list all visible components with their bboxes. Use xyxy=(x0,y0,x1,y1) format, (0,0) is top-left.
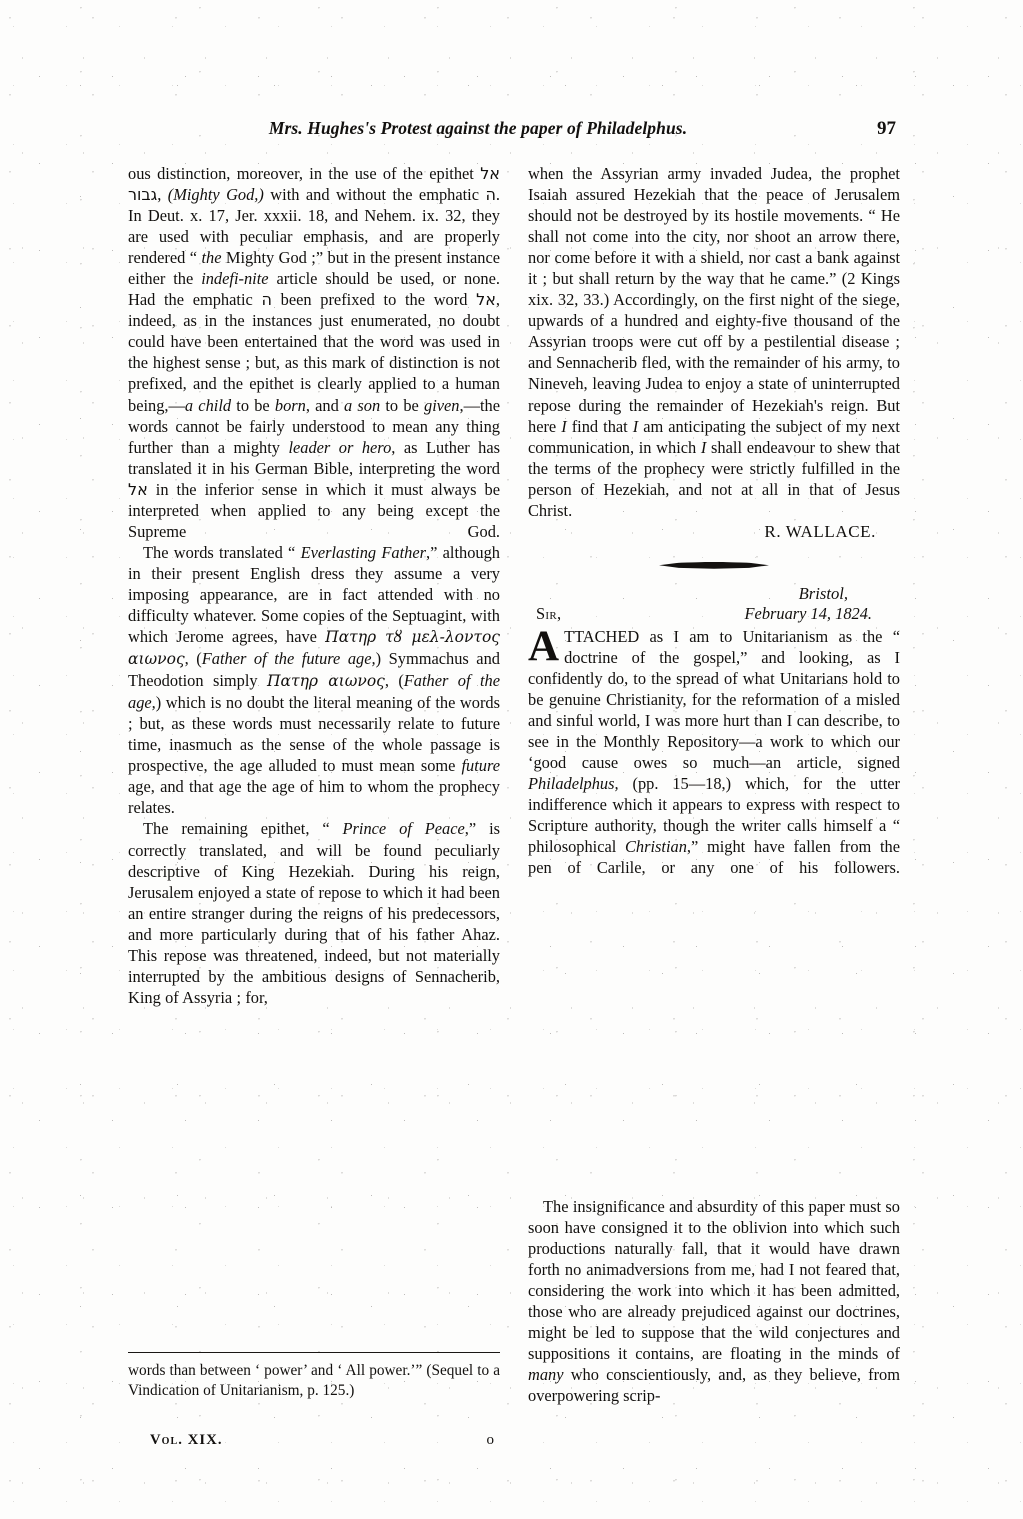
running-head xyxy=(128,118,896,144)
text-run: to be xyxy=(231,395,275,415)
text-run: , indeed, as in the instances just enumerated, no doubt could have been entertained that the word was used in the highest sense ; but, as this mark of distinction is not prefixed, and the epithet is clearly applied to a human being,— xyxy=(128,290,500,415)
hebrew-el-second: אל xyxy=(128,479,148,499)
italic-a-child: a child xyxy=(184,395,232,415)
italic-christian: Christian xyxy=(624,837,687,857)
text-run: Mighty God ;” but in the present instance either the xyxy=(128,248,500,289)
drop-cap-letter: A xyxy=(528,622,560,670)
right-text-column xyxy=(528,163,900,878)
italic-a-son: a son xyxy=(344,395,381,415)
text-run: with and without the emphatic xyxy=(263,185,486,205)
italic-prince-of-peace: Prince of Peace xyxy=(342,819,465,839)
italic-leader-or-hero: leader or hero xyxy=(288,437,392,457)
article-signature: R. WALLACE. xyxy=(764,521,876,541)
page-folio-number: 97 xyxy=(877,118,896,139)
text-run: ,” although in their present English dress they assume a very imposing appearance, are in fact attended with no difficulty whatever. Some copies of the Septuagint, with which Jerome agrees, have xyxy=(128,542,500,647)
italic-father-of-the-future-age: Father of the future age, xyxy=(201,649,376,669)
running-head-title: Mrs. Hughes's Protest against the paper of Philadelphus. xyxy=(268,118,688,138)
text-run: to be xyxy=(380,395,424,415)
text-run: , as Luther has translated it in his German Bible, interpreting the word xyxy=(128,437,500,478)
italic-born: born xyxy=(274,395,306,415)
italic-everlasting-father: Everlasting Father xyxy=(300,542,426,562)
left-text-column xyxy=(128,163,500,1008)
hebrew-he: ה xyxy=(485,185,496,205)
text-run: , xyxy=(157,185,168,205)
letter-place: Bristol, xyxy=(798,583,848,603)
letter-date: February 14, 1824. xyxy=(744,603,872,623)
text-run: ) which is no doubt the literal meaning of the words ; but, as these words must necessarily relate to future time, inasmuch as the sense of the whole passage is prospective, the age alluded to must mean some xyxy=(128,693,500,776)
text-run: ,” might have fallen from the pen of Carlile, or any one of his followers. xyxy=(528,837,900,878)
hebrew-el-gibbor: אל גבור xyxy=(128,164,500,205)
text-run: The remaining epithet, “ xyxy=(143,819,343,839)
letter-salutation-row xyxy=(528,604,900,626)
right-column-continuation xyxy=(528,1196,900,1406)
footnote-text: words than between ‘ power’ and ‘ All power.’” (Sequel to a Vindication of Unitarianism, p. 125.) xyxy=(128,1362,500,1399)
italic-the: the xyxy=(201,248,222,268)
text-run: age, and that age the age of him to whom the prophecy relates. xyxy=(128,777,500,818)
two-column-body xyxy=(128,163,900,1343)
text-run: am anticipating the subject of my next communication, in which xyxy=(528,416,900,457)
text-run: , and xyxy=(305,395,345,415)
italic-father-of-the-age: Father of the age, xyxy=(128,671,500,713)
hebrew-el: אל xyxy=(476,290,496,310)
italic-many: many xyxy=(528,1365,564,1385)
text-run: article should be used, or none. Had the emphatic xyxy=(128,269,500,310)
paragraph-everlasting-father xyxy=(128,542,500,819)
text-run: The insignificance and absurdity of this paper must so soon have consigned it to the oblivion into which such productions naturally fall, that it would have drawn forth no animadversions from me, had I not feared that, considering the work into which it has been admitted, those who are already prejudiced against our doctrines, might be led to suppose that the wild conjectures and suppositions it contains, are floating in the minds of xyxy=(528,1197,900,1364)
paragraph-prince-of-peace xyxy=(128,818,500,1007)
italic-i-3: I xyxy=(700,437,707,457)
text-run: TTACHED as I am to Unitarianism as the “ doctrine of the gospel,” and looking, as I confidently do, to the spread of what Unitarians hold to be genuine Christianity, for the reformation of a misled and sinful world, I was more hurt than I can describe, to see in the Monthly Repository—a work to which our ‘good cause owes so much—an article, signed xyxy=(528,626,900,773)
italic-i-1: I xyxy=(561,416,567,436)
ornamental-divider-icon xyxy=(528,551,900,577)
paragraph-insignificance xyxy=(528,1196,900,1406)
text-run: The words translated “ xyxy=(143,542,301,562)
italic-indefinite: indefi-nite xyxy=(201,269,269,289)
colophon-line xyxy=(128,1432,500,1452)
text-run: ,” is correctly translated, and will be found peculiarly descriptive of King Hezekiah. During his reign, Jerusalem enjoyed a state of repose to which it had been an entire stranger during the reigns of his predecessors, and more particularly during that of his father Ahaz. This repose was threatened, indeed, but not materially interrupted by the ambitious designs of Sennacherib, King of Assyria ; for, xyxy=(128,819,501,1007)
italic-mighty-god: (Mighty God,) xyxy=(167,185,264,205)
text-run: , ( xyxy=(384,671,404,691)
greek-father-of-age: Πατηρ αιωνος xyxy=(267,672,385,691)
text-run: , ( xyxy=(184,649,202,669)
footnote-separator-rule xyxy=(128,1352,500,1353)
volume-label: Vol. XIX. xyxy=(150,1432,223,1448)
text-run: ous distinction, moreover, in the use of the epithet xyxy=(128,164,481,183)
text-run: been prefixed to the word xyxy=(271,290,477,310)
text-run: (pp. 15—18,) which, for the utter indifference which it appears to express with respect to Scripture authority, though the writer calls himself a “ philosophical xyxy=(528,774,900,857)
text-run: ,—the words cannot be fairly understood to mean any thing further than a mighty xyxy=(128,395,501,457)
paragraph-assyrian-siege xyxy=(528,163,900,521)
text-run: find that xyxy=(566,416,633,436)
text-run: who conscientiously, and, as they believe, from overpowering scrip- xyxy=(528,1365,900,1406)
italic-philadelphus: Philadelphus, xyxy=(528,774,619,794)
italic-i-2: I xyxy=(632,416,639,436)
text-run: in the inferior sense in which it must always be interpreted when applied to any being except the Supreme God. xyxy=(128,479,500,541)
text-run: shall endeavour to shew that the terms of the prophecy were strictly fulfilled in the person of Hezekiah, and not at all in that of Jesus Christ. xyxy=(528,437,900,520)
text-run: . In Deut. x. 17, Jer. xxxii. 18, and Nehem. ix. 32, they are used with peculiar emphasis, and are properly rendered “ xyxy=(128,185,500,268)
paragraph-letter-opening xyxy=(528,622,900,879)
text-run: ) Symmachus and Theodotion simply xyxy=(128,649,500,691)
hebrew-he-second: ה xyxy=(261,290,272,310)
text-run: when the Assyrian army invaded Judea, the prophet Isaiah assured Hezekiah that the peace of Jerusalem should not be destroyed by its hostile movements. “ He shall not come into the city, nor shoot an arrow there, nor come before it with a shield, nor cast a bank against it ; but shall return by the way that he came.” (2 Kings xix. 32, 33.) Accordingly, on the first night of the siege, upwards of a hundred and eighty-five thousand of the Assyrian troops were cut off by a pestilential disease ; and Sennacherib fled, with the remainder of his army, to Nineveh, leaving Judea to enjoy a state of uninterrupted repose during the remainder of Hezekiah's reign. But here xyxy=(528,164,900,436)
italic-given: given xyxy=(424,395,460,415)
italic-future: future xyxy=(461,756,500,776)
letter-salutation: Sir, xyxy=(536,603,562,623)
paragraph-epithet-mighty-god xyxy=(128,163,500,542)
greek-father-of-future-age: Πατηρ τȣ μελ-λοντος αιωνος xyxy=(128,628,500,669)
signature-mark: o xyxy=(486,1432,494,1448)
